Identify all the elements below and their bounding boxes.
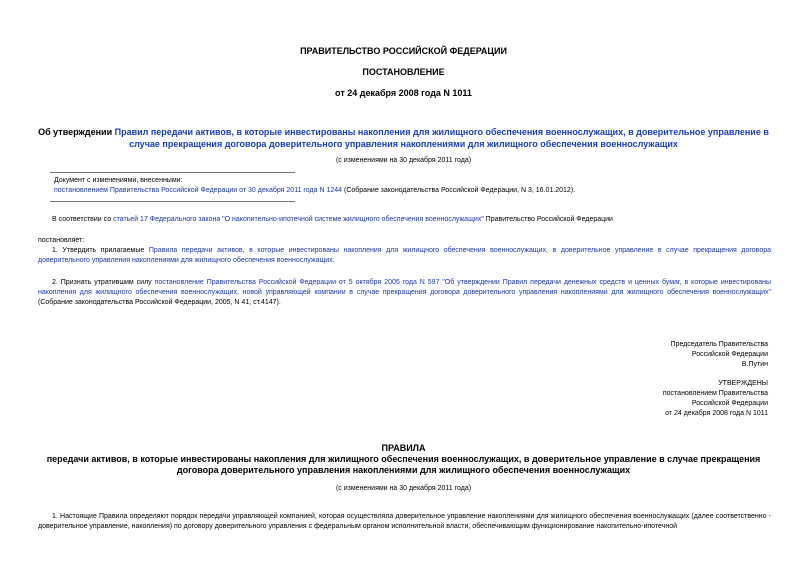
approved-block	[468, 379, 768, 419]
rules-subheading: передачи активов, в которые инвестированы накопления для жилищного обеспечения военнослужащих, в доверительное управление в случае прекращения договора доверительного управления накоплениями для жилищного обеспечения военнослужащих	[46, 454, 761, 475]
rules-heading: ПРАВИЛА	[381, 443, 426, 453]
rules-changes-note: (с изменениями на 30 декабря 2011 года)	[335, 485, 472, 492]
rules-paragraph-1: 1. Настоящие Правила определяют порядок передачи управляющей компанией, которая осуществляла доверительное управление накоплениями для жилищного обеспечения военнослужащих (далее соответственно - доверительное управление, накопления) по договору доверительного управления с федеральным органом исполнительной власти, обеспечивающим функционирование накопительно-ипотечной	[38, 513, 771, 530]
amend-suffix: (Собрание законодательства Российской Федерации, N 3, 16.01.2012).	[342, 187, 576, 194]
amend-text	[54, 186, 774, 196]
government-heading: ПРАВИТЕЛЬСТВО РОССИЙСКОЙ ФЕДЕРАЦИИ	[300, 46, 507, 56]
approved-country: Российской Федерации	[691, 400, 768, 407]
amend-label: Документ с изменениями, внесенными:	[54, 177, 183, 184]
document-type: ПОСТАНОВЛЕНИЕ	[362, 67, 445, 77]
amend-top-rule	[50, 172, 295, 173]
law-article-link[interactable]: статьей 17 Федерального закона "О накопительно-ипотечной системе жилищного обеспечения военнослужащих"	[113, 216, 484, 223]
approved-date: от 24 декабря 2008 года N 1011	[665, 410, 768, 417]
signature-name: В.Путин	[741, 361, 768, 368]
approved-by: постановлением Правительства	[662, 390, 768, 397]
item-1-suffix: .	[332, 257, 335, 264]
changes-note: (с изменениями на 30 декабря 2011 года)	[335, 157, 472, 164]
document-date: от 24 декабря 2008 года N 1011	[335, 88, 472, 98]
amend-bottom-rule	[50, 201, 295, 202]
document-title	[36, 126, 771, 150]
resolves: постановляет:	[38, 237, 85, 244]
item-1	[38, 246, 771, 266]
repealed-decree-link[interactable]: постановление Правительства Российской Федерации от 5 октября 2005 года N 597 "Об утверждении Правил передачи денежных средств и ценных бумаг, в которые инвестированы накопления для жилищного обеспечения военнослужащих, новой управляющей компании в случае прекращения договора доверительного управления накоплениями для жилищного обеспечения военнослужащих"	[38, 279, 771, 296]
signature-position: Председатель Правительства	[670, 341, 768, 348]
title-prefix: Об утверждении	[38, 127, 115, 137]
signature-country: Российской Федерации	[691, 351, 768, 358]
approved-label: УТВЕРЖДЕНЫ	[718, 380, 768, 387]
item-2-suffix: (Собрание законодательства Российской Федерации, 2005, N 41, ст.4147).	[38, 299, 281, 306]
rules-link[interactable]: Правила передачи активов, в которые инвестированы накопления для жилищного обеспечения военнослужащих, в доверительное управление в случае прекращения договора доверительного управления накоплениями для жилищного обеспечения военнослужащих	[38, 247, 771, 264]
item-1-prefix: 1. Утвердить прилагаемые	[52, 247, 149, 254]
signature-block	[468, 340, 768, 370]
preamble-suffix: Правительство Российской Федерации	[483, 216, 613, 223]
preamble	[52, 215, 772, 225]
item-2-prefix: 2. Признать утратившим силу	[52, 279, 155, 286]
preamble-prefix: В соответствии со	[52, 216, 114, 223]
item-2	[38, 278, 771, 308]
amend-link[interactable]: постановлением Правительства Российской Федерации от 30 декабря 2011 года N 1244	[54, 187, 343, 194]
title-link[interactable]: Правил передачи активов, в которые инвестированы накопления для жилищного обеспечения военнослужащих, в доверительное управление в случае прекращения договора доверительного управления накоплениями для жилищного обеспечения военнослужащих	[114, 127, 769, 149]
